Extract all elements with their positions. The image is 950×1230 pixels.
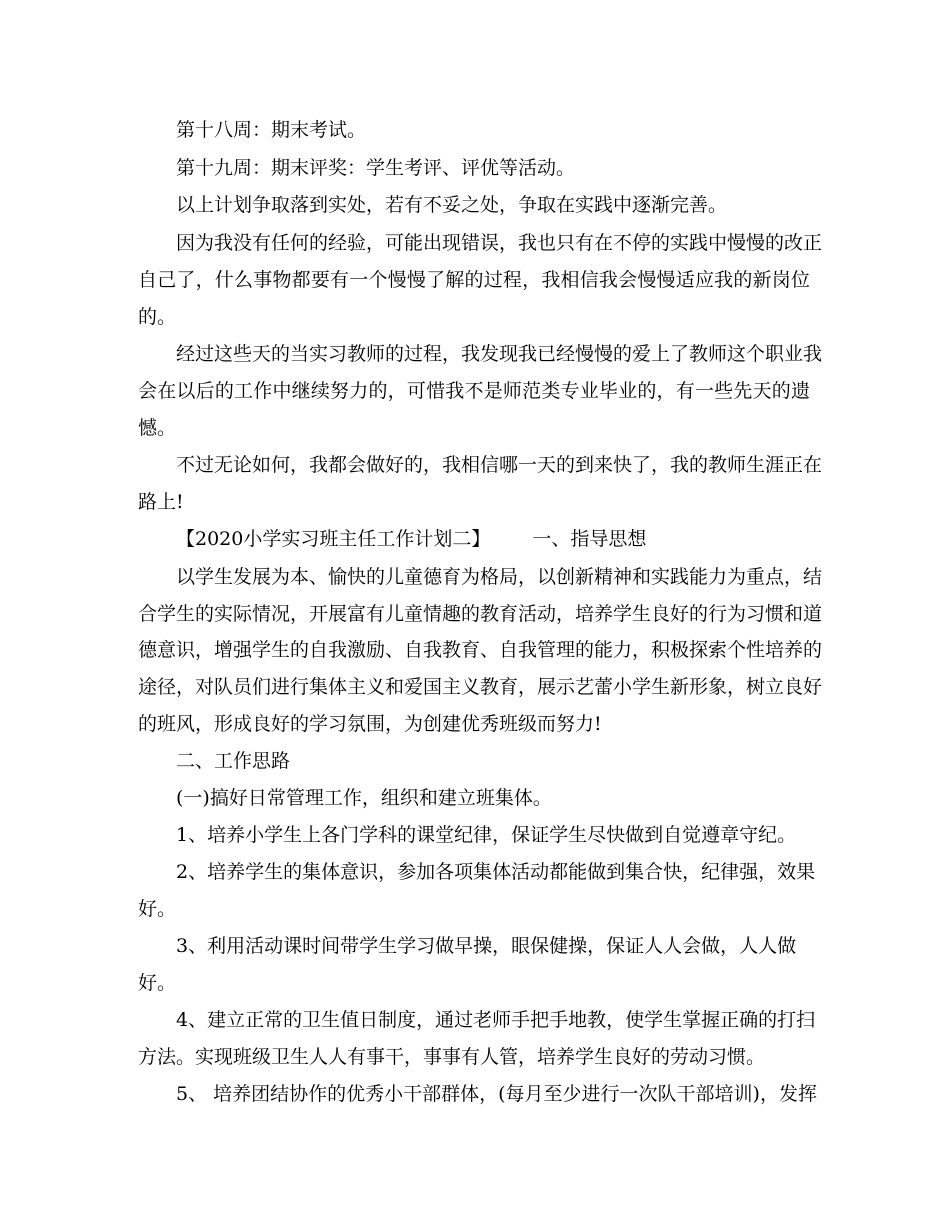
section-title: 一、指导思想 <box>532 528 647 550</box>
paragraph-line: 憾。 <box>138 417 177 439</box>
paragraph-line: 的。 <box>138 306 177 328</box>
list-item: 2、培养学生的集体意识，参加各项集体活动都能做到集合快，纪律强，效果 <box>176 861 816 883</box>
paragraph-line: 自己了，什么事物都要有一个慢慢了解的过程，我相信我会慢慢适应我的新岗位 <box>138 269 810 291</box>
section-heading <box>176 527 646 551</box>
list-item: 5、 培养团结协作的优秀小干部群体，(每月至少进行一次队干部培训)，发挥 <box>176 1083 817 1105</box>
paragraph-line: 路上! <box>138 491 184 513</box>
paragraph-line: 以上计划争取落到实处，若有不妥之处，争取在实践中逐渐完善。 <box>176 194 728 216</box>
paragraph-line: 的班风，形成良好的学习氛围，为创建优秀班级而努力! <box>138 713 602 735</box>
paragraph-line: 不过无论如何，我都会做好的，我相信哪一天的到来快了，我的教师生涯正在 <box>176 454 823 476</box>
subsection-title: (一)搞好日常管理工作，组织和建立班集体。 <box>176 787 552 809</box>
paragraph-line: 合学生的实际情况，开展富有儿童情趣的教育活动，培养学生良好的行为习惯和道 <box>138 603 823 625</box>
paragraph-line: 以学生发展为本、愉快的儿童德育为格局，以创新精神和实践能力为重点，结 <box>176 566 823 588</box>
list-item: 3、利用活动课时间带学生学习做早操，眼保健操，保证人人会做，人人做 <box>176 935 797 957</box>
paragraph-line: 会在以后的工作中继续努力的，可惜我不是师范类专业毕业的，有一些先天的遗 <box>138 380 810 402</box>
list-item: 1、培养小学生上各门学科的课堂纪律，保证学生尽快做到自觉遵章守纪。 <box>176 824 797 846</box>
paragraph-line: 第十八周：期末考试。 <box>176 119 367 141</box>
paragraph-line: 经过这些天的当实习教师的过程，我发现我已经慢慢的爱上了教师这个职业我 <box>176 343 823 365</box>
paragraph-line: 德意识，增强学生的自我激励、自我教育、自我管理的能力，积极探索个性培养的 <box>138 639 823 661</box>
section-title: 二、工作思路 <box>176 750 291 772</box>
list-item: 4、建立正常的卫生值日制度，通过老师手把手地教，使学生掌握正确的打扫 <box>176 1009 816 1031</box>
plan-title: 【2020小学实习班主任工作计划二】 <box>176 528 491 550</box>
paragraph-line: 因为我没有任何的经验，可能出现错误，我也只有在不停的实践中慢慢的改正 <box>176 232 823 254</box>
paragraph-line: 方法。实现班级卫生人人有事干，事事有人管，培养学生良好的劳动习惯。 <box>138 1046 766 1068</box>
paragraph-line: 好。 <box>138 898 177 920</box>
paragraph-line: 途径，对队员们进行集体主义和爱国主义教育，展示艺蕾小学生新形象，树立良好 <box>138 676 823 698</box>
paragraph-line: 第十九周：期末评奖：学生考评、评优等活动。 <box>176 157 576 179</box>
paragraph-line: 好。 <box>138 972 177 994</box>
